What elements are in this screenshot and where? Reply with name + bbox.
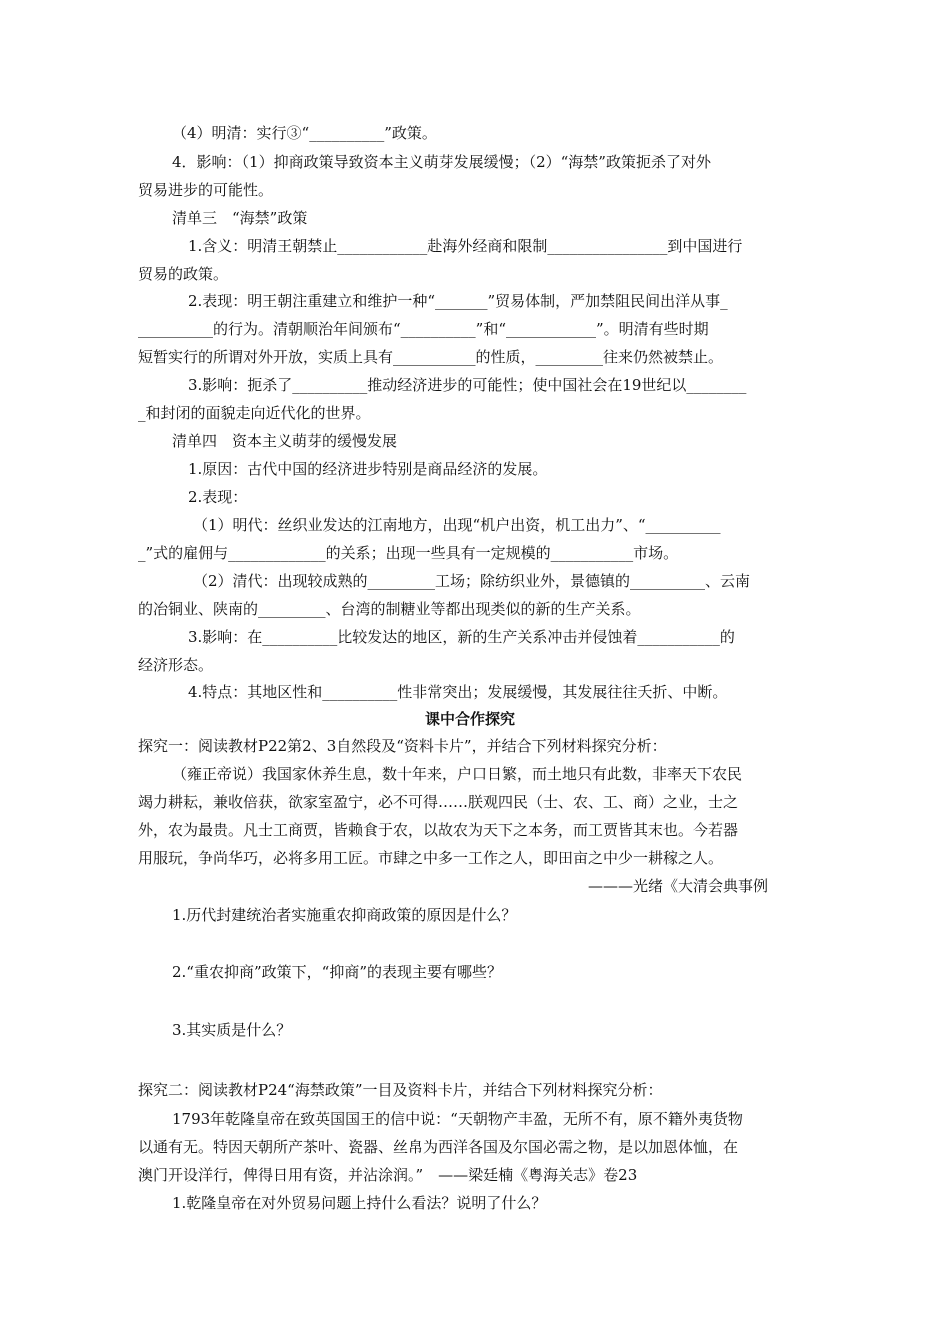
list-3-item-1-line-2: 贸易的政策。	[138, 265, 229, 283]
inquiry-1-intro: 探究一：阅读教材P22第2、3自然段及“资料卡片”，并结合下列材料探究分析：	[138, 737, 667, 755]
inquiry-1-quote-line-2: 竭力耕耘，兼收倍获，欲家室盈宁，必不可得……朕观四民（士、农、工、商）之业，士之	[138, 793, 739, 811]
policy-ming-qing: （4）明清：实行③“__________”政策。	[172, 124, 437, 142]
inquiry-1-quote-line-1: （雍正帝说）我国家休养生息，数十年来，户口日繁，而土地只有此数，非率天下农民	[172, 765, 743, 783]
list-4-ming-line-2: _”式的雇佣与_____________的关系；出现一些具有一定规模的___________市场。	[138, 544, 679, 562]
list-3-item-2-line-3: 短暂实行的所谓对外开放，实质上具有___________的性质，_________往来仍然被禁止。	[138, 348, 724, 366]
inquiry-1-question-2: 2.“重农抑商”政策下，“抑商”的表现主要有哪些？	[172, 963, 502, 981]
inquiry-1-question-1: 1.历代封建统治者实施重农抑商政策的原因是什么？	[172, 906, 517, 924]
inquiry-2-quote-line-2: 以通有无。特因天朝所产茶叶、瓷器、丝帛为西洋各国及尔国必需之物，是以加恩体恤，在	[138, 1138, 739, 1156]
list-4-qing-line-1: （2）清代：出现较成熟的_________工场；除纺织业外，景德镇的__________、云南	[193, 572, 751, 590]
section-title: 课中合作探究	[425, 710, 516, 728]
inquiry-1-source: ———光绪《大清会典事例	[588, 877, 769, 895]
list-4-heading: 清单四 资本主义萌芽的缓慢发展	[172, 432, 398, 450]
inquiry-1-quote-line-4: 用服玩，争尚华巧，必将多用工匠。市肆之中多一工作之人，即田亩之中少一耕稼之人。	[138, 849, 724, 867]
list-3-heading: 清单三 “海禁”政策	[172, 209, 308, 227]
inquiry-1-quote-line-3: 外，农为最贵。凡士工商贾，皆赖食于农，以故农为天下之本务，而工贾皆其末也。今若器	[138, 821, 739, 839]
list-3-item-2-line-2: __________的行为。清朝顺治年间颁布“__________”和“____________”。明清有些时期	[138, 320, 709, 338]
list-3-item-2-line-1: 2.表现：明王朝注重建立和维护一种“_______”贸易体制，严加禁阻民间出洋从事_	[188, 292, 728, 310]
inquiry-1-question-3: 3.其实质是什么？	[172, 1021, 292, 1039]
list-4-item-3-line-1: 3.影响：在__________比较发达的地区，新的生产关系冲击并侵蚀着___________的	[188, 628, 735, 646]
list-4-item-1: 1.原因：古代中国的经济进步特别是商品经济的发展。	[188, 460, 548, 478]
influence-line-1: 4．影响：（1）抑商政策导致资本主义萌芽发展缓慢；（2）“海禁”政策扼杀了对外	[172, 153, 711, 171]
inquiry-2-quote-line-3: 澳门开设洋行，俾得日用有资，并沾涂润。” ——梁廷楠《粤海关志》卷23	[138, 1166, 638, 1184]
list-3-item-1-line-1: 1.含义：明清王朝禁止____________赴海外经商和限制________________到中国进行	[188, 237, 743, 255]
list-3-item-3-line-2: _和封闭的面貌走向近代化的世界。	[138, 404, 371, 422]
list-3-item-3-line-1: 3.影响：扼杀了__________推动经济进步的可能性；使中国社会在19世纪以________	[188, 376, 747, 394]
inquiry-2-question-1: 1.乾隆皇帝在对外贸易问题上持什么看法？说明了什么？	[172, 1194, 547, 1212]
list-4-ming-line-1: （1）明代：丝织业发达的江南地方，出现“机户出资，机工出力”、“__________	[193, 516, 721, 534]
list-4-item-4: 4.特点：其地区性和__________性非常突出；发展缓慢，其发展往往夭折、中断。	[188, 683, 728, 701]
list-4-item-3-line-2: 经济形态。	[138, 656, 214, 674]
influence-line-2: 贸易进步的可能性。	[138, 181, 274, 199]
inquiry-2-intro: 探究二：阅读教材P24“海禁政策”一目及资料卡片，并结合下列材料探究分析：	[138, 1081, 663, 1099]
list-4-item-2: 2.表现：	[188, 488, 248, 506]
inquiry-2-quote-line-1: 1793年乾隆皇帝在致英国国王的信中说：“天朝物产丰盈，无所不有，原不籍外夷货物	[172, 1110, 743, 1128]
list-4-qing-line-2: 的冶铜业、陕南的_________、台湾的制糖业等都出现类似的新的生产关系。	[138, 600, 641, 618]
